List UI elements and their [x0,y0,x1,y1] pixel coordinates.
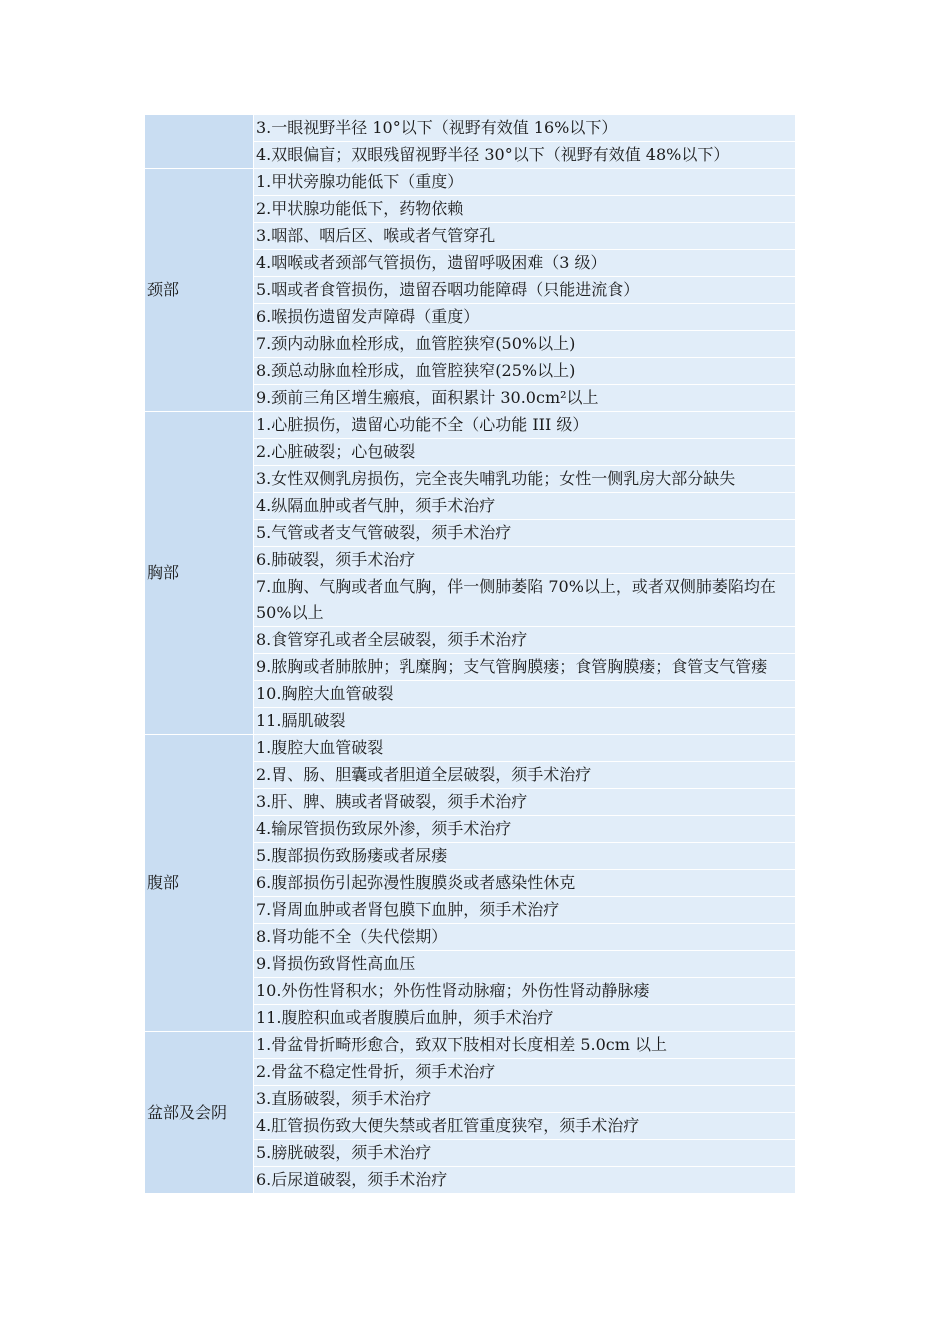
item-text: 3.一眼视野半径 10°以下（视野有效值 16%以下） [256,118,618,137]
item-cell [254,1086,796,1113]
item-text: 4.肛管损伤致大便失禁或者肛管重度狭窄，须手术治疗 [256,1116,640,1135]
item-text: 1.心脏损伤，遗留心功能不全（心功能 III 级） [256,415,589,434]
item-cell [254,1059,796,1086]
item-cell [254,627,796,654]
table-body [145,115,796,1194]
injury-table [144,114,796,1194]
table-row [145,1032,796,1059]
item-cell [254,142,796,169]
item-cell [254,897,796,924]
category-cell: 胸部 [145,412,254,735]
item-cell [254,762,796,789]
item-cell [254,439,796,466]
item-cell [254,843,796,870]
item-text: 11.腹腔积血或者腹膜后血肿，须手术治疗 [256,1008,554,1027]
item-cell [254,250,796,277]
item-text: 1.甲状旁腺功能低下（重度） [256,172,464,191]
item-text: 11.膈肌破裂 [256,711,346,730]
item-cell [254,331,796,358]
item-text: 8.颈总动脉血栓形成，血管腔狭窄(25%以上) [256,361,576,380]
item-text: 3.咽部、咽后区、喉或者气管穿孔 [256,226,496,245]
item-text: 6.肺破裂，须手术治疗 [256,550,416,569]
item-text: 2.骨盆不稳定性骨折，须手术治疗 [256,1062,496,1081]
item-text: 2.甲状腺功能低下，药物依赖 [256,199,464,218]
item-text: 7.血胸、气胸或者血气胸，伴一侧肺萎陷 70%以上，或者双侧肺萎陷均在 50%以上 [256,577,776,622]
item-cell [254,789,796,816]
category-cell: 盆部及会阴 [145,1032,254,1194]
item-text: 5.咽或者食管损伤，遗留吞咽功能障碍（只能进流食） [256,280,640,299]
item-cell [254,1005,796,1032]
item-cell [254,223,796,250]
item-text: 5.腹部损伤致肠瘘或者尿瘘 [256,846,448,865]
item-cell [254,951,796,978]
item-cell [254,681,796,708]
item-text: 9.脓胸或者肺脓肿；乳糜胸；支气管胸膜瘘；食管胸膜瘘；食管支气管瘘 [256,657,768,676]
item-cell [254,870,796,897]
item-text: 4.咽喉或者颈部气管损伤，遗留呼吸困难（3 级） [256,253,607,272]
table-row [145,412,796,439]
item-cell [254,1113,796,1140]
category-cell [145,115,254,169]
item-text: 6.喉损伤遗留发声障碍（重度） [256,307,480,326]
item-text: 6.腹部损伤引起弥漫性腹膜炎或者感染性休克 [256,873,576,892]
item-cell [254,816,796,843]
item-cell [254,978,796,1005]
item-text: 9.颈前三角区增生瘢痕，面积累计 30.0cm²以上 [256,388,599,407]
item-text: 4.纵隔血肿或者气肿，须手术治疗 [256,496,496,515]
item-cell [254,412,796,439]
table-row [145,169,796,196]
item-text: 9.肾损伤致肾性高血压 [256,954,416,973]
item-cell [254,924,796,951]
item-cell [254,304,796,331]
item-text: 1.骨盆骨折畸形愈合，致双下肢相对长度相差 5.0cm 以上 [256,1035,668,1054]
item-cell [254,654,796,681]
item-text: 5.膀胱破裂，须手术治疗 [256,1143,432,1162]
item-text: 10.胸腔大血管破裂 [256,684,394,703]
item-cell [254,574,796,627]
item-cell [254,385,796,412]
item-cell [254,169,796,196]
item-cell [254,1140,796,1167]
item-cell [254,708,796,735]
table-row [145,735,796,762]
item-cell [254,196,796,223]
item-text: 3.女性双侧乳房损伤，完全丧失哺乳功能；女性一侧乳房大部分缺失 [256,469,736,488]
item-cell [254,735,796,762]
item-text: 3.直肠破裂，须手术治疗 [256,1089,432,1108]
item-text: 3.肝、脾、胰或者肾破裂，须手术治疗 [256,792,528,811]
item-text: 2.心脏破裂；心包破裂 [256,442,416,461]
item-text: 4.双眼偏盲；双眼残留视野半径 30°以下（视野有效值 48%以下） [256,145,730,164]
item-text: 7.肾周血肿或者肾包膜下血肿，须手术治疗 [256,900,560,919]
item-text: 10.外伤性肾积水；外伤性肾动脉瘤；外伤性肾动静脉瘘 [256,981,650,1000]
item-text: 8.食管穿孔或者全层破裂，须手术治疗 [256,630,528,649]
item-text: 7.颈内动脉血栓形成，血管腔狭窄(50%以上) [256,334,576,353]
item-cell [254,115,796,142]
item-cell [254,520,796,547]
item-text: 8.肾功能不全（失代偿期） [256,927,448,946]
item-cell [254,547,796,574]
item-text: 1.腹腔大血管破裂 [256,738,384,757]
item-text: 4.输尿管损伤致尿外渗，须手术治疗 [256,819,512,838]
category-cell: 腹部 [145,735,254,1032]
item-cell [254,466,796,493]
item-cell [254,358,796,385]
item-cell [254,493,796,520]
item-cell [254,277,796,304]
item-text: 6.后尿道破裂，须手术治疗 [256,1170,448,1189]
item-text: 5.气管或者支气管破裂，须手术治疗 [256,523,512,542]
item-cell [254,1167,796,1194]
item-cell [254,1032,796,1059]
item-text: 2.胃、肠、胆囊或者胆道全层破裂，须手术治疗 [256,765,592,784]
category-cell: 颈部 [145,169,254,412]
table-row [145,115,796,142]
